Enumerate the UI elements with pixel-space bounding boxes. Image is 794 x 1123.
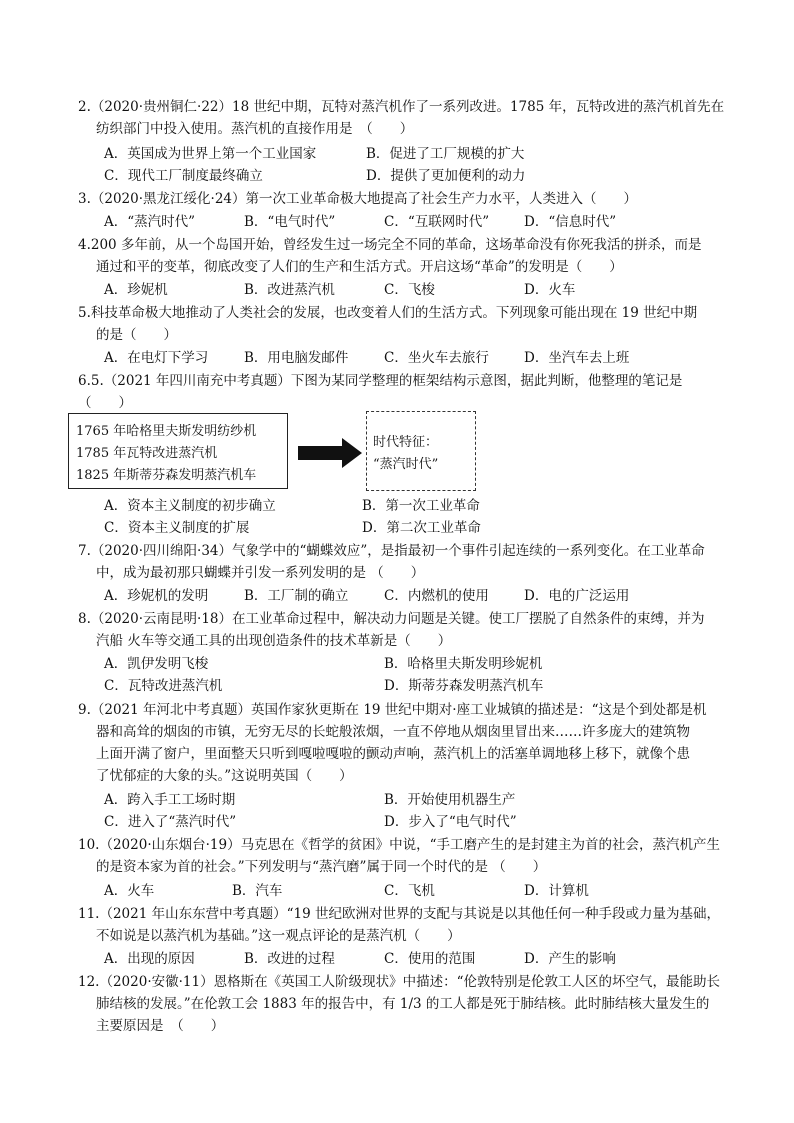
q5-option-b: B．用电脑发邮件 bbox=[244, 350, 349, 366]
q5-option-d: D．坐汽车去上班 bbox=[524, 350, 630, 366]
q8-option-b: B．哈格里夫斯发明珍妮机 bbox=[384, 656, 543, 672]
q5-option-a: A．在电灯下学习 bbox=[104, 350, 209, 366]
q4-option-b: B．改进蒸汽机 bbox=[244, 282, 335, 298]
q5-option-c: C．坐火车去旅行 bbox=[384, 350, 489, 366]
q3-option-c: C．“互联网时代” bbox=[384, 214, 490, 230]
q8-stem-line1: 8.（2020·云南昆明·18）在工业革命过程中，解决动力问题是关键。使工厂摆脱了自然条件的束缚，并为 bbox=[78, 611, 705, 627]
q10-option-a: A．火车 bbox=[104, 883, 155, 899]
q2-option-d: D．提供了更加便利的动力 bbox=[366, 168, 526, 184]
q12-stem-line3: 主要原因是 （ ） bbox=[96, 1018, 225, 1034]
q6-event-2: 1785 年瓦特改进蒸汽机 bbox=[76, 446, 218, 461]
q12-stem-line1: 12.（2020·安徽·11）恩格斯在《英国工人阶级现状》中描述：“伦敦特别是伦敦工人区的坏空气，最能助长 bbox=[78, 974, 720, 990]
q6-option-b: B．第一次工业革命 bbox=[362, 498, 480, 514]
q6-event-3: 1825 年斯蒂芬森发明蒸汽机车 bbox=[76, 468, 257, 483]
q9-stem-line2: 器和高耸的烟囱的市镇，无穷无尽的长蛇般浓烟，一直不停地从烟囱里冒出来……许多庞大的建筑物 bbox=[96, 724, 690, 740]
q9-option-d: D．步入了“电气时代” bbox=[384, 814, 517, 830]
q2-stem-line2: 纺织部门中投入使用。蒸汽机的直接作用是 （ ） bbox=[96, 121, 414, 137]
q11-option-d: D．产生的影响 bbox=[524, 951, 616, 967]
q7-option-c: C．内燃机的使用 bbox=[384, 588, 489, 604]
q11-stem-line1: 11.（2021 年山东东营中考真题）“19 世纪欧洲对世界的支配与其说是以其他任何一种手段或力量为基础， bbox=[78, 906, 720, 922]
q9-stem-line1: 9.（2021 年河北中考真题）英国作家狄更斯在 19 世纪中期对·座工业城镇的描述是：“这是个到处都是机 bbox=[78, 702, 707, 718]
q7-stem-line1: 7.（2020·四川绵阳·34）气象学中的“蝴蝶效应”，是指最初一个事件引起连续的一系列变化。在工业革命 bbox=[78, 543, 705, 559]
q6-events-box bbox=[68, 413, 288, 489]
q9-stem-line4: 了忧郁症的大象的头。”这说明英国（ ） bbox=[96, 768, 353, 784]
q8-option-d: D．斯蒂芬森发明蒸汽机车 bbox=[384, 678, 544, 694]
q7-option-b: B．工厂制的确立 bbox=[244, 588, 349, 604]
q9-option-a: A．跨入手工工场时期 bbox=[104, 792, 236, 808]
q3-stem-line1: 3.（2020·黑龙江绥化·24）第一次工业革命极大地提高了社会生产力水平，人类进入（ ） bbox=[78, 191, 637, 207]
q4-option-c: C．飞梭 bbox=[384, 282, 435, 298]
q4-stem-line1: 4.200 多年前，从一个岛国开始，曾经发生过一场完全不同的革命，这场革命没有你死我活的拼杀，而是 bbox=[78, 237, 702, 253]
q9-option-b: B．开始使用机器生产 bbox=[384, 792, 516, 808]
q6-era-box bbox=[366, 411, 476, 491]
q2-stem-line1: 2.（2020·贵州铜仁·22）18 世纪中期，瓦特对蒸汽机作了一系列改进。1785 年，瓦特改进的蒸汽机首先在 bbox=[78, 99, 725, 115]
q2-option-a: A．英国成为世界上第一个工业国家 bbox=[104, 146, 317, 162]
q5-stem-line2: 的是（ ） bbox=[96, 327, 177, 343]
q6-era-value: “蒸汽时代” bbox=[373, 457, 439, 472]
q8-stem-line2: 汽船 火车等交通工具的出现创造条件的技术革新是（ ） bbox=[96, 633, 452, 649]
q4-option-a: A．珍妮机 bbox=[104, 282, 168, 298]
q3-option-a: A．“蒸汽时代” bbox=[104, 214, 196, 230]
q10-option-c: C．飞机 bbox=[384, 883, 435, 899]
q10-stem-line1: 10.（2020·山东烟台·19）马克思在《哲学的贫困》中说，“手工磨产生的是封建主为首的社会，蒸汽机产生 bbox=[78, 837, 720, 853]
q9-stem-line3: 上面开满了窗户，里面整天只听到嘎啦嘎啦的颤动声响，蒸汽机上的活塞单调地移上移下，就像个患 bbox=[96, 746, 690, 762]
right-arrow-icon bbox=[298, 438, 362, 468]
q11-option-a: A．出现的原因 bbox=[104, 951, 195, 967]
q6-stem-line1: 6.5.（2021 年四川南充中考真题）下图为某同学整理的框架结构示意图，据此判断，他整理的笔记是 bbox=[78, 373, 683, 389]
q11-option-b: B．改进的过程 bbox=[244, 951, 335, 967]
q2-option-b: B．促进了工厂规模的扩大 bbox=[366, 146, 525, 162]
q5-stem-line1: 5.科技革命极大地推动了人类社会的发展，也改变着人们的生活方式。下列现象可能出现在 19 世纪中期 bbox=[78, 305, 698, 321]
q6-option-c: C．资本主义制度的扩展 bbox=[104, 520, 250, 536]
q6-stem-line2: （ ） bbox=[78, 395, 132, 411]
q3-option-b: B．“电气时代” bbox=[244, 214, 336, 230]
q11-stem-line2: 不如说是以蒸汽机为基础。”这一观点评论的是蒸汽机（ ） bbox=[96, 928, 461, 944]
q2-option-c: C．现代工厂制度最终确立 bbox=[104, 168, 263, 184]
q10-option-b: B．汽车 bbox=[232, 883, 283, 899]
q8-option-c: C．瓦特改进蒸汽机 bbox=[104, 678, 223, 694]
q12-stem-line2: 肺结核的发展。”在伦敦工会 1883 年的报告中，有 1/3 的工人都是死于肺结核。此时肺结核大量发生的 bbox=[96, 996, 710, 1012]
q3-option-d: D．“信息时代” bbox=[524, 214, 617, 230]
q6-event-1: 1765 年哈格里夫斯发明纺纱机 bbox=[76, 424, 257, 439]
q8-option-a: A．凯伊发明飞梭 bbox=[104, 656, 209, 672]
q10-option-d: D．计算机 bbox=[524, 883, 589, 899]
q7-option-d: D．电的广泛运用 bbox=[524, 588, 630, 604]
q10-stem-line2: 的是资本家为首的社会。”下列发明与“蒸汽磨”属于同一个时代的是 （ ） bbox=[96, 859, 547, 875]
q11-option-c: C．使用的范围 bbox=[384, 951, 476, 967]
q7-option-a: A．珍妮机的发明 bbox=[104, 588, 209, 604]
q4-stem-line2: 通过和平的变革，彻底改变了人们的生产和生活方式。开启这场“革命”的发明是（ ） bbox=[96, 259, 623, 275]
q9-option-c: C．进入了“蒸汽时代” bbox=[104, 814, 237, 830]
q7-stem-line2: 中，成为最初那只蝴蝶并引发一系列发明的是 （ ） bbox=[96, 565, 425, 581]
q6-option-a: A．资本主义制度的初步确立 bbox=[104, 498, 276, 514]
q4-option-d: D．火车 bbox=[524, 282, 576, 298]
q6-era-label: 时代特征： bbox=[373, 435, 439, 450]
q6-option-d: D．第二次工业革命 bbox=[362, 520, 481, 536]
